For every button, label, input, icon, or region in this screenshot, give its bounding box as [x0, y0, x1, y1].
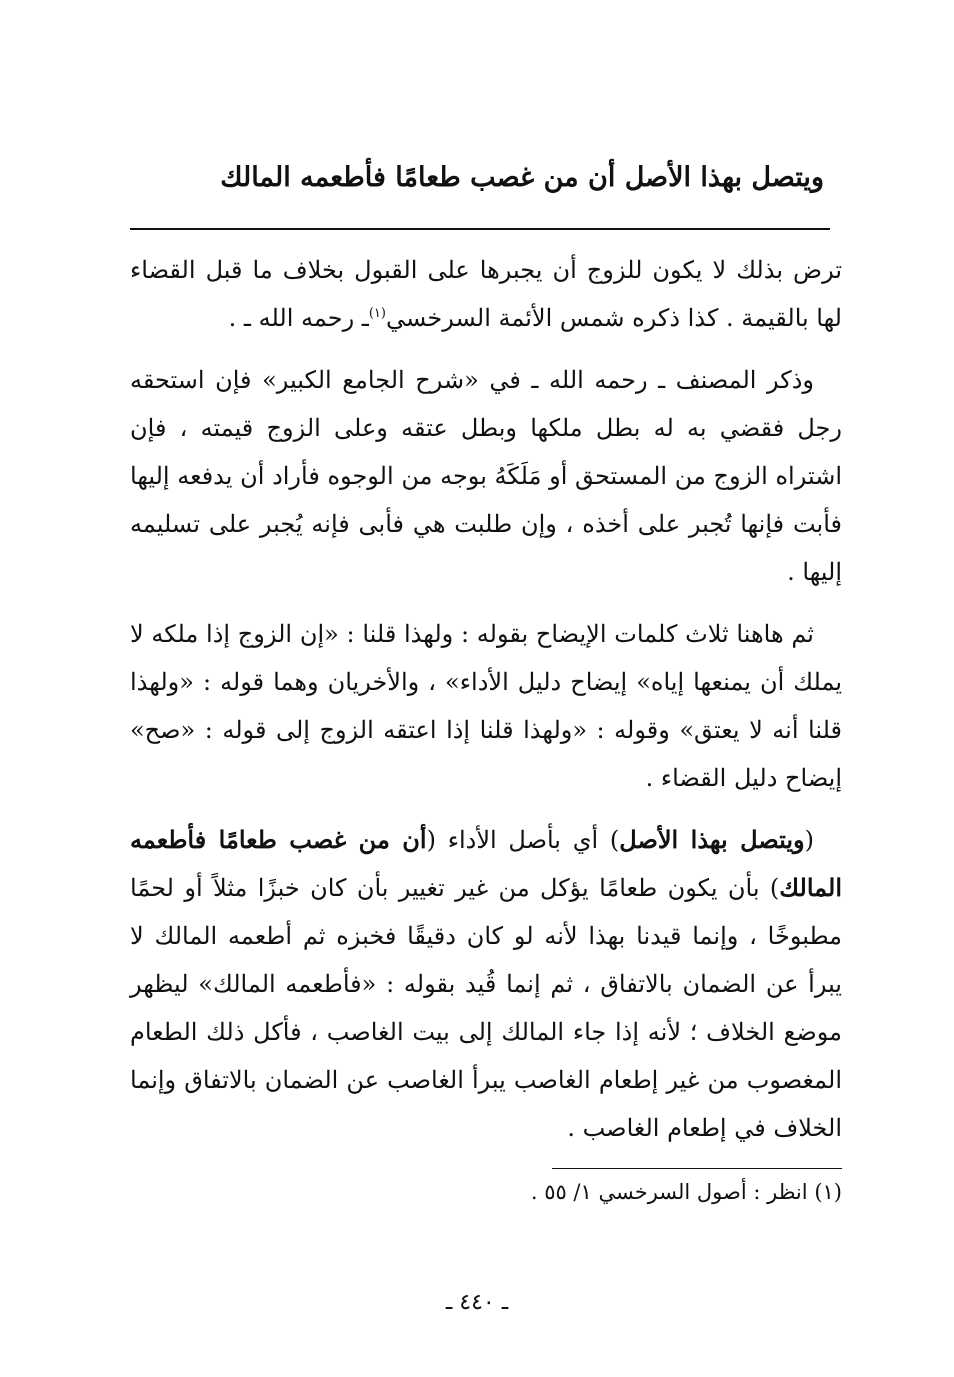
paragraph-4	[130, 816, 842, 1152]
footnote-divider	[552, 1168, 842, 1169]
paragraph-3: ثم هاهنا ثلاث كلمات الإيضاح بقوله : ولهذا قلنا : «إن الزوج إذا ملكه لا يملك أن يمنعها إياه» إيضاح دليل الأداء» ، والأخريان وهما قوله : «ولهذا قلنا أنه لا يعتق» وقوله : «ولهذا قلنا إذا اعتقه الزوج إلى قوله : «صح» إيضاح دليل القضاء .	[130, 620, 842, 792]
paragraph-2: وذكر المصنف ـ رحمه الله ـ في «شرح الجامع الكبير» فإن استحقه رجل فقضي به له بطل ملكها وبطل عتقه وعلى الزوج قيمته ، فإن اشتراه الزوج من المستحق أو مَلَكَهُ بوجه من الوجوه فأراد أن يدفعه إليها فأبت فإنها تُجبر على أخذه ، وإن طلبت هي فأبى فإنه يُجبر على تسليمه إليها .	[130, 366, 842, 586]
footnote-text: انظر : أصول السرخسي ١/ ٥٥ .	[530, 1180, 808, 1204]
footnote-marker: (١)	[814, 1180, 842, 1204]
matn-quote-2: أن من غصب طعامًا فأطعمه المالك	[130, 825, 842, 902]
paren-close-1: )	[609, 826, 620, 854]
matn-quote-1: ويتصل بهذا الأصل	[619, 825, 805, 854]
main-text	[130, 246, 842, 1166]
footnote-reference[interactable]: (١)	[368, 306, 386, 321]
running-header: ويتصل بهذا الأصل أن من غصب طعامًا فأطعمه المالك	[220, 162, 824, 193]
header-divider	[130, 228, 830, 230]
paren-open-2: (	[426, 826, 436, 854]
paren-open-1: (	[804, 826, 815, 854]
paragraph-1	[130, 246, 842, 342]
page-number: ـ ٤٤٠ ـ	[445, 1290, 509, 1315]
paren-close-2: )	[769, 874, 780, 902]
paragraph-1-text-a: ترض بذلك لا يكون للزوج أن يجبرها على القبول بخلاف ما قبل القضاء لها بالقيمة . كذا ذكره شمس الأئمة السرخسي	[130, 256, 842, 332]
footnote	[130, 1176, 842, 1208]
commentary-text-1: أي بأصل الأداء	[435, 826, 610, 854]
commentary-text-2: بأن يكون طعامًا يؤكل من غير تغيير بأن كان خبزًا مثلاً أو لحمًا مطبوخًا ، وإنما قيدنا بهذا لأنه لو كان دقيقًا فخبزه ثم أطعمه المالك لا يبرأ عن الضمان بالاتفاق ، ثم إنما قُيد بقوله : «فأطعمه المالك» ليظهر موضع الخلاف ؛ لأنه إذا جاء المالك إلى بيت الغاصب ، فأكل ذلك الطعام المغصوب من غير إطعام الغاصب يبرأ الغاصب عن الضمان بالاتفاق وإنما الخلاف في إطعام الغاصب .	[130, 874, 843, 1142]
paragraph-1-text-b: ـ رحمه الله ـ .	[228, 304, 369, 332]
